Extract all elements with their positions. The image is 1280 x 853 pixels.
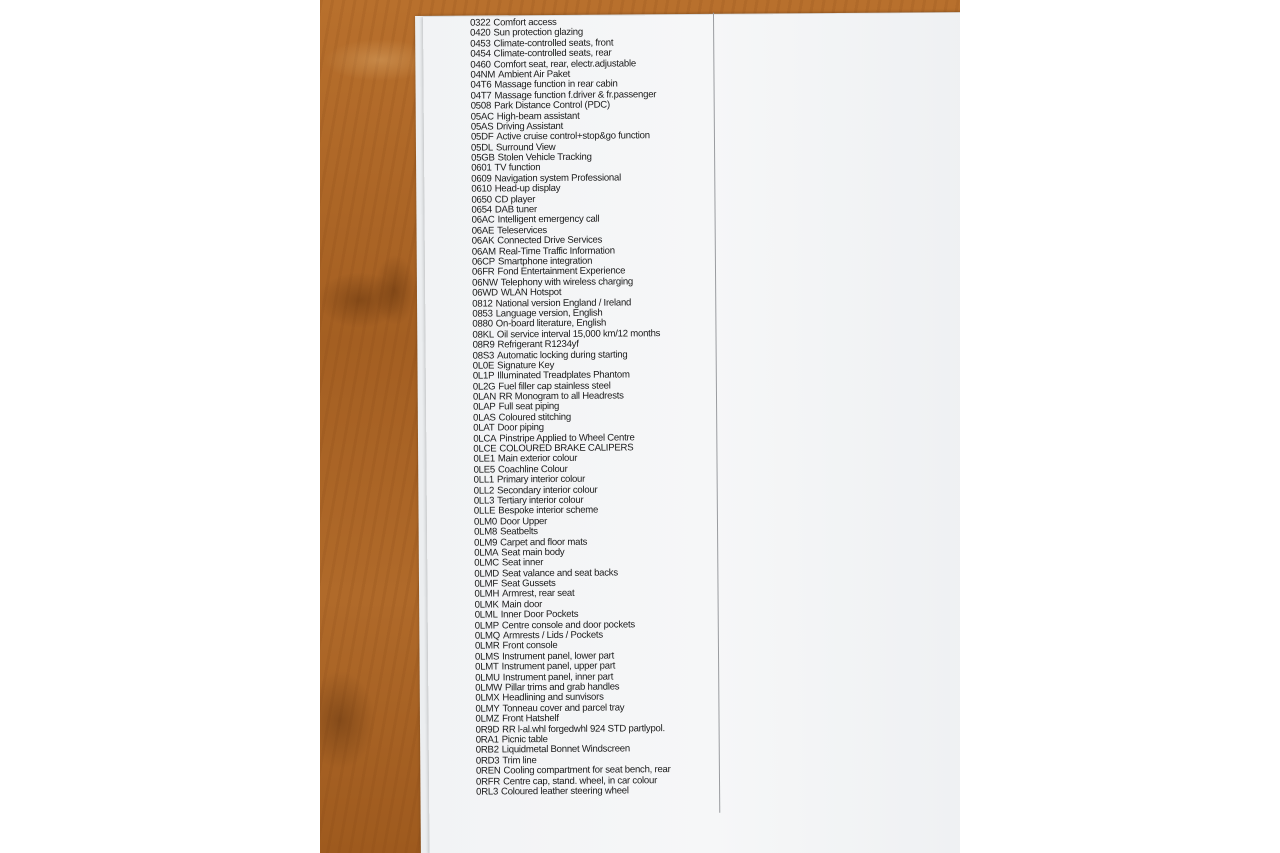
- option-code: 0L1P: [472, 370, 495, 382]
- option-description: Oil service interval 15,000 km/12 months: [496, 327, 661, 341]
- option-description: Liquidmetal Bonnet Windscreen: [501, 743, 631, 756]
- option-code: 05GB: [471, 152, 495, 164]
- option-code: 0609: [471, 173, 492, 185]
- option-description: Comfort access: [493, 16, 557, 29]
- option-code: 0453: [470, 38, 491, 50]
- option-description: Front console: [502, 640, 558, 652]
- option-description: Seat inner: [501, 557, 544, 569]
- option-description: Armrests / Lids / Pockets: [502, 629, 603, 642]
- option-code: 0LMT: [475, 661, 499, 673]
- option-description: Real-Time Traffic Information: [498, 245, 615, 258]
- option-code: 08KL: [472, 329, 494, 341]
- option-code: 06AK: [471, 235, 495, 247]
- option-description: WLAN Hotspot: [500, 287, 562, 299]
- option-code: 0LAP: [473, 401, 496, 414]
- option-code: 0LMK: [474, 599, 499, 611]
- option-code: 0RB2: [475, 744, 499, 756]
- option-code: 04T6: [470, 79, 492, 91]
- option-description: Automatic locking during starting: [497, 348, 628, 361]
- option-description: Inner Door Pockets: [500, 609, 579, 621]
- option-description: RR l-al.whl forgedwhl 924 STD partlypol.: [502, 722, 665, 735]
- option-description: On-board literature, English: [495, 317, 607, 330]
- option-description: Fuel filler cap stainless steel: [498, 380, 611, 393]
- option-code: 0853: [472, 308, 493, 320]
- option-code: 0601: [471, 162, 492, 175]
- option-code: 0508: [470, 100, 492, 112]
- option-code: 06FR: [471, 266, 495, 278]
- option-code: 0LMQ: [474, 630, 501, 642]
- option-code: 06CP: [471, 256, 495, 268]
- option-description: Surround View: [495, 141, 556, 154]
- option-code: 0LMS: [474, 651, 500, 663]
- option-code: 0322: [470, 17, 491, 29]
- option-description: Seat main body: [501, 546, 565, 559]
- option-description: Connected Drive Services: [497, 234, 603, 247]
- option-description: National version England / Ireland: [495, 296, 632, 309]
- option-code: 0LL2: [473, 485, 495, 497]
- option-code: 0654: [471, 204, 492, 216]
- option-code: 0RFR: [475, 775, 501, 788]
- option-code: 0LML: [474, 609, 498, 621]
- option-code: 08S3: [472, 349, 495, 362]
- option-description: Picnic table: [501, 733, 548, 746]
- option-description: Smartphone integration: [497, 255, 593, 268]
- option-code: 0LMC: [474, 557, 499, 569]
- option-description: Instrument panel, inner part: [502, 671, 614, 684]
- option-code: 0R9D: [475, 723, 500, 736]
- option-code: 0454: [470, 48, 491, 60]
- option-code: 0LMD: [474, 568, 500, 580]
- option-code: 0RL3: [476, 786, 499, 798]
- option-description: Armrest, rear seat: [502, 588, 575, 600]
- option-description: Park Distance Control (PDC): [494, 99, 610, 112]
- option-code: 0L0E: [472, 360, 495, 372]
- option-description: Coloured stitching: [498, 411, 571, 424]
- option-description: Headlining and sunvisors: [502, 691, 604, 704]
- option-code: 0610: [471, 183, 492, 195]
- option-description: Signature Key: [497, 359, 555, 372]
- option-code: 0LE1: [473, 453, 495, 466]
- option-code: 0REN: [475, 765, 501, 777]
- option-description: Refrigerant R1234yf: [497, 338, 579, 351]
- option-code: 0LCE: [473, 443, 497, 455]
- option-code: 0LAS: [473, 412, 496, 424]
- option-description: Massage function in rear cabin: [494, 78, 618, 91]
- option-code: 0LMH: [474, 588, 500, 601]
- option-code: 0LAT: [473, 422, 495, 434]
- option-code: 0LCA: [473, 433, 497, 445]
- option-code: 0LE5: [473, 464, 496, 476]
- option-description: Fond Entertainment Experience: [497, 265, 626, 278]
- option-description: Massage function f.driver & fr.passenger: [494, 88, 657, 102]
- option-code: 05AS: [470, 121, 494, 133]
- option-code: 06NW: [472, 277, 498, 289]
- option-description: Ambient Air Paket: [498, 68, 571, 81]
- option-description: COLOURED BRAKE CALIPERS: [499, 442, 634, 455]
- option-code: 0650: [471, 194, 492, 206]
- option-code: 0LM8: [474, 526, 498, 538]
- option-description: Climate-controlled seats, front: [493, 37, 614, 50]
- option-code: 0812: [472, 298, 493, 310]
- option-code: 05DF: [470, 131, 494, 143]
- option-code: 0LMA: [474, 547, 499, 559]
- option-code: 0LMZ: [475, 713, 500, 725]
- option-code-list: [470, 17, 716, 798]
- photo-frame: [320, 0, 960, 853]
- option-description: Tonneau cover and parcel tray: [502, 702, 625, 715]
- option-description: Language version, English: [495, 307, 603, 320]
- option-code: 0LL1: [473, 474, 495, 486]
- option-code: 0LMR: [474, 640, 500, 653]
- option-description: CD player: [494, 193, 536, 206]
- option-code: 0L2G: [472, 381, 496, 393]
- option-code: 06WD: [472, 287, 498, 299]
- option-description: Door piping: [497, 422, 544, 434]
- option-description: Intelligent emergency call: [497, 214, 600, 226]
- option-code: 0LL3: [473, 495, 495, 507]
- option-description: Secondary interior colour: [497, 484, 598, 497]
- option-code: 06AC: [471, 214, 495, 227]
- option-description: Front Hatshelf: [502, 713, 559, 725]
- option-description: Carpet and floor mats: [500, 536, 588, 548]
- option-code: 0LMF: [474, 578, 499, 590]
- option-description: Driving Assistant: [496, 120, 564, 133]
- paper-sheet: [423, 13, 960, 853]
- option-description: Coachline Colour: [497, 463, 568, 476]
- option-description: Seat Gussets: [500, 578, 556, 590]
- option-description: Seatbelts: [500, 526, 538, 538]
- option-description: DAB tuner: [494, 204, 537, 216]
- option-description: Telephony with wireless charging: [500, 276, 634, 289]
- option-description: Illuminated Treadplates Phantom: [497, 369, 630, 382]
- option-description: Centre console and door pockets: [501, 619, 635, 632]
- option-code: 0LM0: [473, 516, 498, 528]
- option-code: 0LMP: [474, 620, 499, 632]
- option-description: Pillar trims and grab handles: [504, 681, 620, 694]
- option-code: 05DL: [470, 142, 494, 154]
- option-description: RR Monogram to all Headrests: [498, 390, 624, 403]
- option-description: Centre cap, stand. wheel, in car colour: [503, 774, 658, 787]
- option-description: Tertiary interior colour: [497, 494, 584, 507]
- option-description: Active cruise control+stop&go function: [496, 130, 650, 143]
- option-description: Seat valance and seat backs: [501, 567, 618, 580]
- option-description: Main exterior colour: [497, 453, 578, 465]
- option-description: Primary interior colour: [496, 473, 586, 486]
- option-code: 0LMY: [475, 703, 500, 715]
- option-description: Bespoke interior scheme: [498, 504, 599, 517]
- option-code: 0LAN: [472, 391, 497, 403]
- option-row: [476, 786, 716, 798]
- option-code: 0LM9: [474, 536, 498, 549]
- option-code: 0RD3: [475, 755, 500, 767]
- option-description: Teleservices: [497, 224, 548, 237]
- option-description: Head-up display: [494, 183, 561, 195]
- option-code: 06AM: [471, 246, 496, 258]
- option-code: 08R9: [472, 339, 495, 351]
- option-code: 06AE: [471, 225, 495, 237]
- option-code: 0LLE: [473, 505, 496, 517]
- option-code: 0LMW: [475, 682, 503, 694]
- option-description: Main door: [501, 598, 543, 611]
- option-code: 0460: [470, 59, 491, 71]
- option-description: Comfort seat, rear, electr.adjustable: [493, 57, 636, 71]
- option-description: Sun protection glazing: [493, 27, 583, 39]
- option-code: 0880: [472, 318, 493, 330]
- option-code: 0RA1: [475, 734, 499, 746]
- option-description: Trim line: [502, 754, 537, 767]
- option-description: Navigation system Professional: [494, 172, 621, 185]
- option-description: Full seat piping: [498, 401, 560, 413]
- option-description: TV function: [494, 162, 541, 174]
- option-code: 0420: [470, 27, 491, 40]
- option-description: High-beam assistant: [496, 110, 580, 122]
- option-description: Cooling compartment for seat bench, rear: [503, 764, 671, 777]
- option-description: Instrument panel, lower part: [502, 650, 615, 663]
- option-description: Pinstripe Applied to Wheel Centre: [499, 431, 635, 445]
- option-code: 05AC: [470, 110, 494, 123]
- option-description: Coloured leather steering wheel: [500, 785, 629, 798]
- option-description: Climate-controlled seats, rear: [493, 47, 612, 60]
- option-code: 04T7: [470, 90, 492, 102]
- option-code: 04NM: [470, 69, 496, 81]
- option-code: 0LMX: [475, 692, 500, 705]
- option-description: Stolen Vehicle Tracking: [497, 151, 592, 164]
- option-description: Door Upper: [499, 515, 548, 528]
- option-description: Instrument panel, upper part: [501, 660, 616, 673]
- option-code: 0LMU: [475, 672, 500, 684]
